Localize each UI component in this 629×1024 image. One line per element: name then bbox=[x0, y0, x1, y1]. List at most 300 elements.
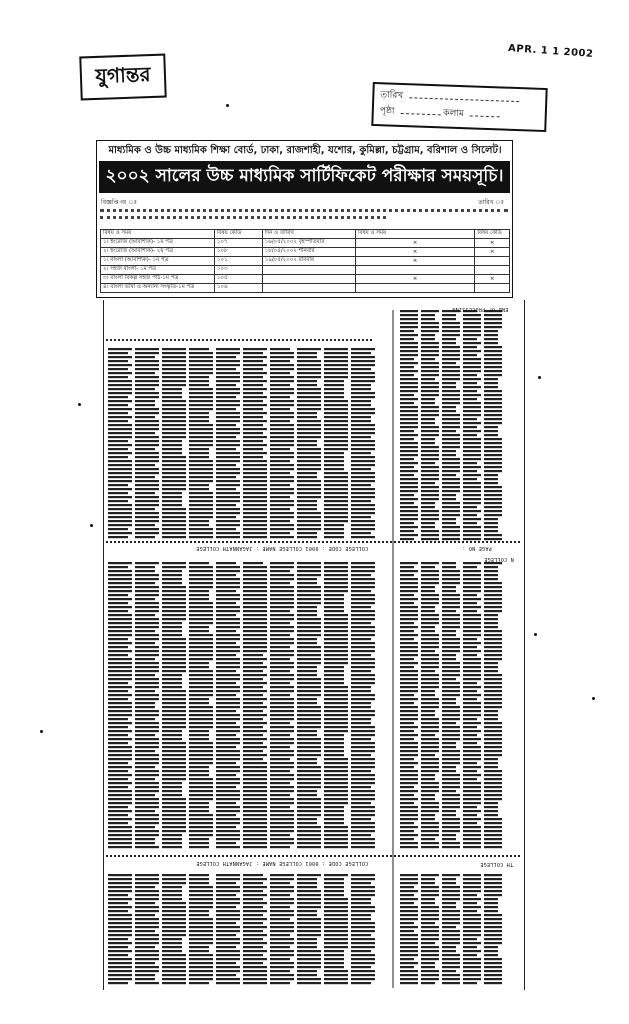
print-line bbox=[162, 480, 186, 482]
print-line bbox=[243, 938, 263, 940]
print-line bbox=[216, 610, 240, 612]
row-subject: ৩। বাংলা বিকল্প সহজ পাঠ-১ম পত্র bbox=[101, 275, 215, 284]
print-line bbox=[484, 334, 498, 336]
print-line bbox=[297, 974, 317, 976]
print-line bbox=[442, 962, 460, 964]
print-line bbox=[484, 562, 502, 564]
print-line bbox=[189, 894, 213, 896]
print-line bbox=[270, 508, 290, 510]
print-line bbox=[108, 710, 132, 712]
print-line bbox=[189, 630, 209, 632]
print-line bbox=[297, 966, 321, 968]
print-line bbox=[421, 690, 435, 692]
print-line bbox=[162, 874, 186, 876]
print-line bbox=[162, 392, 182, 394]
print-line bbox=[297, 698, 317, 700]
print-line bbox=[162, 436, 186, 438]
print-line bbox=[270, 754, 294, 756]
print-line bbox=[484, 846, 502, 848]
print-line bbox=[484, 830, 502, 832]
print-line bbox=[216, 886, 240, 888]
print-line bbox=[463, 526, 481, 528]
print-line bbox=[324, 818, 344, 820]
print-line bbox=[108, 898, 132, 900]
print-line bbox=[324, 938, 348, 940]
print-line bbox=[297, 730, 317, 732]
print-line bbox=[297, 356, 317, 358]
print-line bbox=[442, 666, 460, 668]
print-line bbox=[324, 826, 348, 828]
print-line bbox=[421, 886, 439, 888]
print-line bbox=[270, 400, 294, 402]
print-line bbox=[324, 496, 348, 498]
print-line bbox=[463, 506, 477, 508]
print-line bbox=[484, 734, 502, 736]
print-line bbox=[442, 502, 460, 504]
print-line bbox=[189, 432, 213, 434]
print-line bbox=[463, 802, 481, 804]
print-line bbox=[484, 790, 502, 792]
print-line bbox=[108, 606, 132, 608]
print-line bbox=[463, 418, 477, 420]
print-line bbox=[216, 380, 240, 382]
print-line bbox=[351, 424, 375, 426]
print-line bbox=[400, 586, 418, 588]
print-line bbox=[351, 352, 371, 354]
print-line bbox=[162, 890, 182, 892]
print-line bbox=[108, 886, 132, 888]
print-line bbox=[216, 464, 236, 466]
print-line bbox=[324, 532, 344, 534]
print-line bbox=[442, 586, 456, 588]
print-line bbox=[108, 714, 132, 716]
print-line bbox=[297, 670, 317, 672]
print-line bbox=[484, 314, 502, 316]
print-line bbox=[108, 492, 128, 494]
print-line bbox=[351, 448, 375, 450]
print-line bbox=[484, 814, 498, 816]
print-line bbox=[108, 348, 132, 350]
print-line bbox=[162, 954, 186, 956]
print-line bbox=[463, 686, 481, 688]
print-line bbox=[297, 460, 321, 462]
print-line bbox=[484, 482, 498, 484]
print-line bbox=[189, 874, 209, 876]
print-line bbox=[189, 798, 213, 800]
print-line bbox=[463, 782, 481, 784]
print-line bbox=[297, 982, 321, 984]
print-line bbox=[324, 578, 348, 580]
print-line bbox=[400, 382, 418, 384]
print-line bbox=[421, 706, 439, 708]
print-line bbox=[400, 814, 418, 816]
print-line bbox=[135, 706, 155, 708]
print-line bbox=[421, 650, 435, 652]
print-line bbox=[400, 642, 418, 644]
print-line bbox=[216, 726, 240, 728]
print-line bbox=[135, 894, 159, 896]
print-line bbox=[324, 408, 348, 410]
print-line bbox=[463, 718, 477, 720]
print-line bbox=[324, 480, 348, 482]
print-line bbox=[162, 722, 186, 724]
print-line bbox=[297, 440, 317, 442]
print-line bbox=[400, 506, 418, 508]
print-line bbox=[351, 762, 375, 764]
print-line bbox=[189, 504, 213, 506]
print-line bbox=[484, 770, 502, 772]
print-line bbox=[216, 878, 240, 880]
print-line bbox=[442, 350, 460, 352]
print-line bbox=[189, 646, 213, 648]
print-line bbox=[400, 698, 418, 700]
print-line bbox=[442, 482, 460, 484]
print-line bbox=[162, 962, 186, 964]
print-line bbox=[400, 782, 418, 784]
print-line bbox=[463, 934, 481, 936]
print-line bbox=[108, 882, 132, 884]
print-line bbox=[297, 886, 317, 888]
print-line bbox=[324, 698, 348, 700]
print-line bbox=[135, 958, 159, 960]
print-line bbox=[297, 400, 321, 402]
print-line bbox=[324, 750, 344, 752]
print-line bbox=[324, 508, 348, 510]
print-line bbox=[297, 488, 321, 490]
print-line bbox=[297, 838, 321, 840]
print-line bbox=[243, 594, 267, 596]
print-line bbox=[162, 404, 186, 406]
print-line bbox=[243, 738, 267, 740]
print-line bbox=[324, 806, 344, 808]
print-line bbox=[243, 508, 267, 510]
print-line bbox=[484, 594, 502, 596]
print-line bbox=[162, 686, 182, 688]
print-line bbox=[324, 392, 344, 394]
print-line bbox=[189, 488, 209, 490]
print-line bbox=[216, 404, 240, 406]
print-line bbox=[270, 682, 290, 684]
print-line bbox=[162, 488, 186, 490]
print-line bbox=[297, 790, 317, 792]
print-line bbox=[351, 610, 375, 612]
print-line bbox=[463, 750, 481, 752]
print-line bbox=[297, 570, 321, 572]
print-line bbox=[243, 666, 267, 668]
print-line bbox=[400, 898, 418, 900]
print-line bbox=[162, 814, 186, 816]
print-line bbox=[297, 794, 317, 796]
print-line bbox=[108, 476, 132, 478]
print-line bbox=[108, 396, 128, 398]
print-line bbox=[421, 574, 439, 576]
print-line bbox=[135, 838, 155, 840]
print-line bbox=[189, 730, 209, 732]
print-line bbox=[243, 954, 263, 956]
print-line bbox=[243, 922, 263, 924]
print-line bbox=[351, 472, 375, 474]
print-line bbox=[216, 476, 236, 478]
print-line bbox=[270, 428, 294, 430]
print-line bbox=[324, 798, 348, 800]
print-line bbox=[297, 882, 317, 884]
print-line bbox=[135, 898, 159, 900]
print-line bbox=[108, 566, 128, 568]
print-line bbox=[162, 914, 186, 916]
print-line bbox=[243, 846, 267, 848]
print-line bbox=[216, 352, 240, 354]
print-line bbox=[216, 962, 236, 964]
print-line bbox=[135, 674, 155, 676]
print-line bbox=[421, 802, 439, 804]
print-line bbox=[463, 642, 481, 644]
print-line bbox=[135, 582, 155, 584]
print-line bbox=[297, 504, 317, 506]
print-line bbox=[442, 634, 456, 636]
print-line bbox=[297, 368, 321, 370]
print-line bbox=[189, 778, 213, 780]
print-line bbox=[484, 958, 502, 960]
print-line bbox=[351, 966, 371, 968]
print-line bbox=[421, 818, 435, 820]
print-line bbox=[484, 826, 502, 828]
print-line bbox=[421, 598, 439, 600]
print-line bbox=[421, 414, 439, 416]
print-line bbox=[216, 718, 240, 720]
print-line bbox=[421, 874, 439, 876]
print-line bbox=[463, 722, 481, 724]
notice-date: তারিখ ঃ bbox=[478, 199, 504, 206]
print-line bbox=[463, 378, 481, 380]
print-line bbox=[463, 530, 481, 532]
print-line bbox=[135, 714, 159, 716]
print-line bbox=[463, 834, 481, 836]
print-line bbox=[400, 318, 418, 320]
print-line bbox=[297, 910, 317, 912]
row-code: ১০৮ bbox=[214, 248, 262, 257]
print-line bbox=[297, 666, 317, 668]
print-line bbox=[216, 562, 236, 564]
print-line bbox=[297, 818, 317, 820]
print-line bbox=[243, 456, 263, 458]
print-line bbox=[297, 798, 321, 800]
print-line bbox=[351, 574, 371, 576]
print-line bbox=[463, 486, 481, 488]
print-line bbox=[400, 634, 418, 636]
print-line bbox=[351, 642, 375, 644]
print-line bbox=[108, 982, 128, 984]
print-line bbox=[484, 398, 502, 400]
print-line bbox=[484, 910, 498, 912]
print-line bbox=[135, 630, 155, 632]
print-line bbox=[351, 726, 375, 728]
print-line bbox=[463, 814, 477, 816]
print-line bbox=[297, 938, 317, 940]
print-line bbox=[162, 678, 182, 680]
print-line bbox=[216, 372, 240, 374]
print-line bbox=[351, 806, 375, 808]
print-line bbox=[442, 570, 460, 572]
print-line bbox=[351, 606, 371, 608]
print-line bbox=[270, 942, 294, 944]
print-line bbox=[442, 814, 456, 816]
print-line bbox=[324, 670, 344, 672]
print-line bbox=[463, 698, 477, 700]
print-line bbox=[108, 786, 128, 788]
print-line bbox=[442, 366, 460, 368]
print-line bbox=[463, 318, 481, 320]
print-line bbox=[135, 718, 155, 720]
print-line bbox=[189, 524, 209, 526]
print-line bbox=[324, 978, 348, 980]
print-line bbox=[324, 456, 344, 458]
print-line bbox=[108, 750, 132, 752]
print-line bbox=[463, 734, 477, 736]
print-line bbox=[270, 642, 294, 644]
print-line bbox=[216, 942, 240, 944]
print-line bbox=[351, 532, 371, 534]
print-line bbox=[108, 794, 132, 796]
print-line bbox=[400, 534, 418, 536]
print-line bbox=[297, 834, 321, 836]
print-line bbox=[135, 734, 155, 736]
print-line bbox=[162, 926, 186, 928]
print-line bbox=[421, 638, 439, 640]
print-line bbox=[135, 496, 159, 498]
print-line bbox=[270, 974, 294, 976]
print-line bbox=[216, 594, 240, 596]
print-line bbox=[162, 846, 182, 848]
print-line bbox=[324, 782, 348, 784]
print-line bbox=[463, 410, 481, 412]
print-line bbox=[243, 822, 267, 824]
print-line bbox=[135, 794, 155, 796]
print-line bbox=[324, 830, 348, 832]
print-line bbox=[484, 946, 498, 948]
print-line bbox=[442, 602, 460, 604]
print-line bbox=[243, 480, 267, 482]
print-line bbox=[324, 686, 348, 688]
print-line bbox=[135, 376, 159, 378]
print-line bbox=[484, 654, 502, 656]
print-line bbox=[484, 642, 502, 644]
print-line bbox=[351, 496, 375, 498]
print-line bbox=[162, 834, 182, 836]
print-line bbox=[243, 718, 263, 720]
print-line bbox=[135, 626, 159, 628]
print-line bbox=[442, 878, 456, 880]
print-line bbox=[421, 334, 435, 336]
print-line bbox=[270, 614, 294, 616]
print-line bbox=[421, 890, 439, 892]
print-line bbox=[351, 886, 375, 888]
print-line bbox=[243, 906, 263, 908]
print-line bbox=[135, 464, 155, 466]
print-line bbox=[400, 430, 414, 432]
print-line bbox=[484, 634, 502, 636]
print-line bbox=[484, 882, 502, 884]
print-line bbox=[135, 368, 159, 370]
print-line bbox=[243, 416, 263, 418]
row-code: ১০৫ bbox=[214, 275, 262, 284]
print-line bbox=[400, 690, 418, 692]
print-line bbox=[463, 330, 481, 332]
print-line bbox=[484, 522, 498, 524]
print-line bbox=[421, 434, 439, 436]
print-line bbox=[135, 934, 159, 936]
print-line bbox=[243, 484, 267, 486]
print-line bbox=[421, 418, 435, 420]
print-line bbox=[463, 390, 477, 392]
college-caption-right-bottom: TH COLLEGE bbox=[480, 861, 514, 867]
print-line bbox=[351, 444, 375, 446]
print-line bbox=[400, 750, 418, 752]
print-line bbox=[162, 682, 182, 684]
print-line bbox=[189, 492, 213, 494]
row-mark: × bbox=[355, 248, 474, 257]
print-line bbox=[135, 646, 159, 648]
print-line bbox=[270, 352, 294, 354]
print-line bbox=[400, 538, 414, 540]
print-line bbox=[162, 618, 186, 620]
print-line bbox=[351, 790, 375, 792]
print-line bbox=[463, 946, 477, 948]
print-line bbox=[189, 654, 213, 656]
print-line bbox=[484, 710, 498, 712]
table-row bbox=[101, 239, 510, 248]
print-line bbox=[297, 678, 321, 680]
print-line bbox=[463, 614, 481, 616]
print-line bbox=[421, 758, 439, 760]
reference-stamp bbox=[371, 82, 547, 132]
print-line bbox=[351, 938, 375, 940]
print-line bbox=[463, 890, 481, 892]
print-line bbox=[189, 440, 213, 442]
print-line bbox=[108, 420, 128, 422]
print-line bbox=[297, 464, 321, 466]
print-line bbox=[297, 496, 321, 498]
print-line bbox=[135, 978, 155, 980]
print-line bbox=[135, 678, 159, 680]
print-line bbox=[442, 430, 456, 432]
speck bbox=[40, 730, 43, 733]
print-line bbox=[400, 462, 418, 464]
print-line bbox=[297, 396, 321, 398]
print-line bbox=[270, 610, 290, 612]
print-line bbox=[400, 322, 418, 324]
print-line bbox=[351, 702, 371, 704]
print-line bbox=[216, 830, 240, 832]
print-line bbox=[351, 982, 371, 984]
print-line bbox=[400, 878, 418, 880]
print-line bbox=[243, 966, 267, 968]
print-line bbox=[216, 388, 240, 390]
print-line bbox=[421, 682, 439, 684]
print-line bbox=[162, 706, 186, 708]
print-line bbox=[400, 570, 418, 572]
print-line bbox=[243, 444, 267, 446]
print-line bbox=[243, 770, 267, 772]
print-line bbox=[400, 818, 418, 820]
print-line bbox=[243, 532, 267, 534]
print-line bbox=[324, 444, 348, 446]
print-line bbox=[421, 878, 435, 880]
print-line bbox=[421, 582, 439, 584]
print-line bbox=[463, 710, 481, 712]
print-line bbox=[351, 698, 375, 700]
print-line bbox=[297, 766, 321, 768]
print-line bbox=[463, 394, 481, 396]
